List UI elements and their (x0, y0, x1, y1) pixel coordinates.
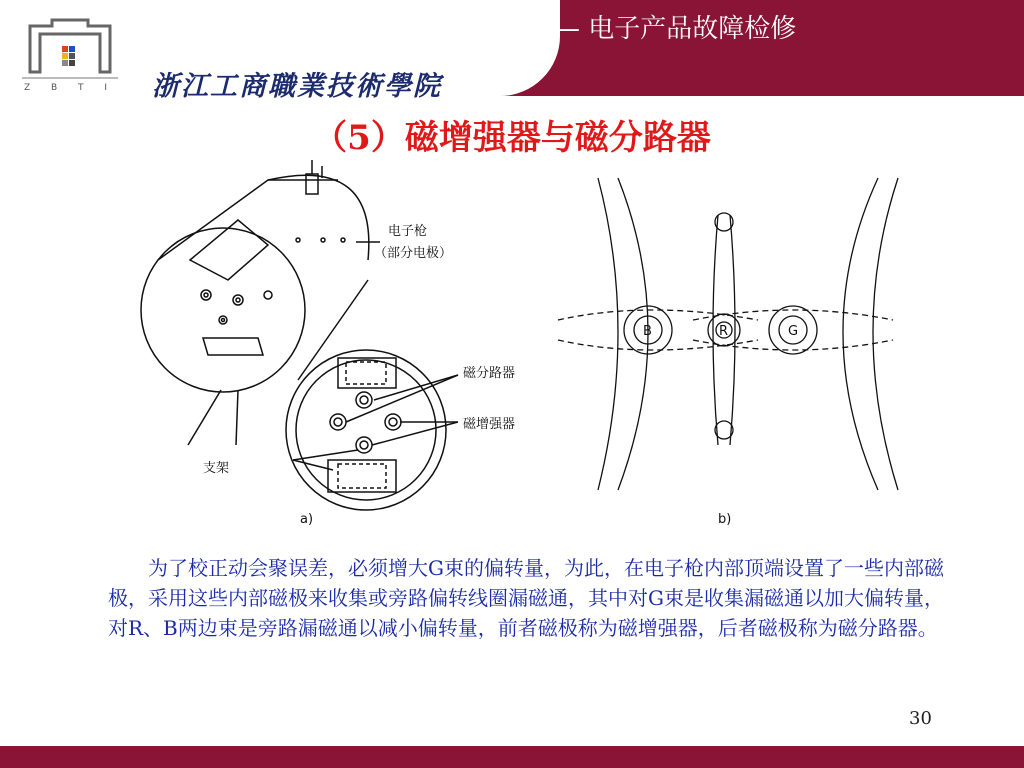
caption-b: b) (718, 512, 732, 527)
school-logo (14, 16, 126, 94)
beam-g-label: G (788, 324, 799, 339)
label-bracket: 支架 (203, 461, 230, 476)
description-paragraph: 为了校正动会聚误差，必须增大G束的偏转量，为此，在电子枪内部顶端设置了一些内部磁极，采用这些内部磁极来收集或旁路偏转线圈漏磁通，其中对G束是收集漏磁通以加大偏转量，对R、B两边束是旁路漏磁通以减小偏转量，前者磁极称为磁增强器，后者磁极称为磁分路器。 (108, 556, 944, 640)
label-electron-gun-sub: （部分电极） (374, 246, 453, 261)
beam-b-label: B (643, 324, 652, 339)
label-magnetic-shunt: 磁分路器 (463, 366, 516, 381)
figure-electron-gun (118, 160, 900, 545)
logo-letters: Z B T I (23, 83, 117, 93)
course-title: —— 电子产品故障检修 (528, 14, 797, 44)
slide-title: （5）磁增强器与磁分路器 (313, 118, 711, 158)
caption-a: a) (300, 512, 314, 527)
footer-band (0, 746, 1024, 768)
label-electron-gun: 电子枪 (388, 224, 428, 239)
label-magnetic-enhancer: 磁增强器 (463, 417, 516, 432)
panel-a-drawing (141, 160, 458, 510)
page-number: 30 (909, 708, 932, 729)
school-name: 浙江工商職業技術學院 (152, 71, 442, 102)
beam-r-label: R (719, 324, 729, 339)
